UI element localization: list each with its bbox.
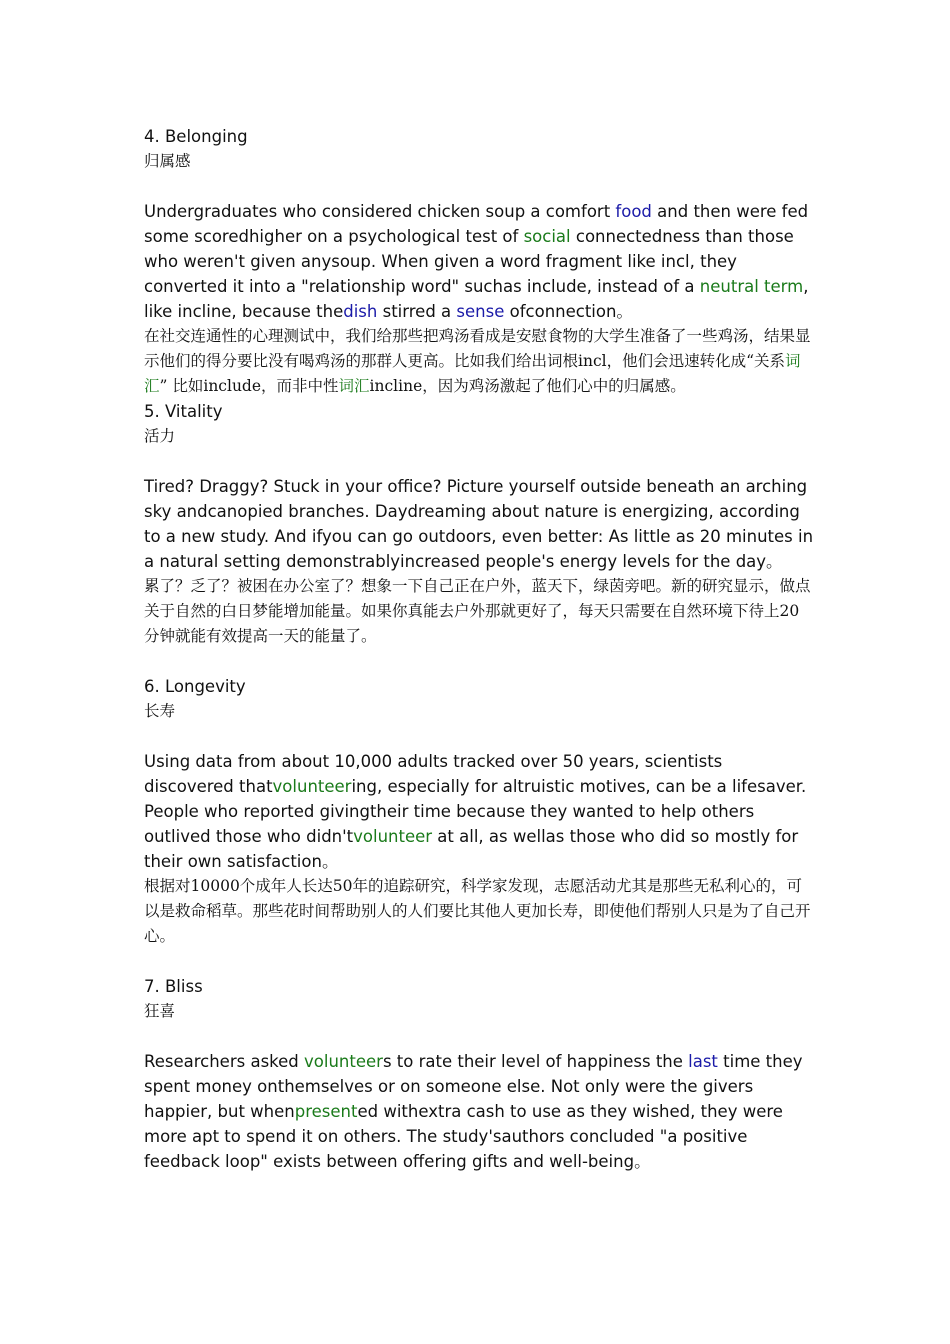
- keyword-blue: dish: [343, 302, 378, 321]
- text-run: ed withextra cash to use as they wished, they were more apt to spend it on others. The study'sauthors concluded "a positive feedback loop" exists between offering gifts and well-being。: [144, 1102, 783, 1171]
- paragraph-en: [144, 1049, 814, 1174]
- paragraph-en: [144, 199, 814, 324]
- text-run: incline，因为鸡汤激起了他们心中的归属感。: [369, 377, 686, 395]
- text-run: 在社交连通性的心理测试中，我们给那些把鸡汤看成是安慰食物的大学生准备了一些鸡汤，结果显示他们的得分要比没有喝鸡汤的那群人更高。比如我们给出词根incl，他们会迅速转化成“关系: [144, 327, 811, 370]
- keyword-blue: sense: [456, 302, 505, 321]
- section-title: 6. Longevity: [144, 677, 246, 696]
- text-run: , like incline, because the: [144, 277, 809, 321]
- document-page: [144, 124, 814, 1174]
- keyword-green: 词汇: [338, 377, 370, 395]
- section-title-zh: 长寿: [144, 702, 176, 720]
- keyword-green: 词汇: [144, 352, 801, 395]
- text-run: s to rate their level of happiness the: [382, 1052, 689, 1071]
- text-run: at all, as wellas those who did so mostly for their own satisfaction。: [144, 827, 799, 871]
- keyword-green: neutral term: [699, 277, 804, 296]
- text-run: ” 比如include，而非中性: [159, 377, 339, 395]
- text-run: ing, especially for altruistic motives, can be a lifesaver. People who reported givingtheir time because they wanted to help others outlived those who didn't: [144, 777, 807, 846]
- paragraph-en: Tired? Draggy? Stuck in your office? Picture yourself outside beneath an arching sky andcanopied branches. Daydreaming about nature is energizing, according to a new study. And ifyou can go outdoors, even better: As little as 20 minutes in a natural setting demonstrablyincreased people's energy levels for the day。: [144, 477, 814, 571]
- keyword-green: social: [523, 227, 571, 246]
- section-title: 5. Vitality: [144, 402, 223, 421]
- text-run: ofconnection。: [504, 302, 633, 321]
- keyword-green: volunteer: [272, 777, 352, 796]
- keyword-green: volunteer: [304, 1052, 383, 1071]
- text-run: Undergraduates who considered chicken soup a comfort: [144, 202, 616, 221]
- text-run: stirred a: [377, 302, 457, 321]
- keyword-blue: last: [688, 1052, 718, 1071]
- keyword-blue: food: [615, 202, 652, 221]
- paragraph-zh: 根据对10000个成年人长达50年的追踪研究，科学家发现，志愿活动尤其是那些无私利心的，可以是救命稻草。那些花时间帮助别人的人们要比其他人更加长寿，即使他们帮别人只是为了自己开心。: [144, 877, 811, 945]
- section-title: 4. Belonging: [144, 127, 248, 146]
- paragraph-zh: 累了？乏了？被困在办公室了？想象一下自己正在户外，蓝天下，绿茵旁吧。新的研究显示，做点关于自然的白日梦能增加能量。如果你真能去户外那就更好了，每天只需要在自然环境下待上20分钟就能有效提高一天的能量了。: [144, 577, 811, 645]
- text-run: and then were fed some scoredhigher on a psychological test of: [144, 202, 809, 246]
- keyword-green: present: [294, 1102, 358, 1121]
- keyword-green: volunteer: [353, 827, 433, 846]
- text-run: Using data from about 10,000 adults tracked over 50 years, scientists discovered that: [144, 752, 723, 796]
- text-run: Researchers asked: [144, 1052, 305, 1071]
- section-title-zh: 狂喜: [144, 1002, 176, 1020]
- text-run: connectedness than those who weren't given anysoup. When given a word fragment like incl, they converted it into a "relationship word" suchas include, instead of a: [144, 227, 794, 296]
- section-title-zh: 归属感: [144, 152, 191, 170]
- section-title: 7. Bliss: [144, 977, 203, 996]
- paragraph-en: [144, 749, 814, 874]
- paragraph-zh: [144, 324, 814, 399]
- section-title-zh: 活力: [144, 427, 176, 445]
- text-run: time they spent money onthemselves or on someone else. Not only were the givers happier, but when: [144, 1052, 803, 1121]
